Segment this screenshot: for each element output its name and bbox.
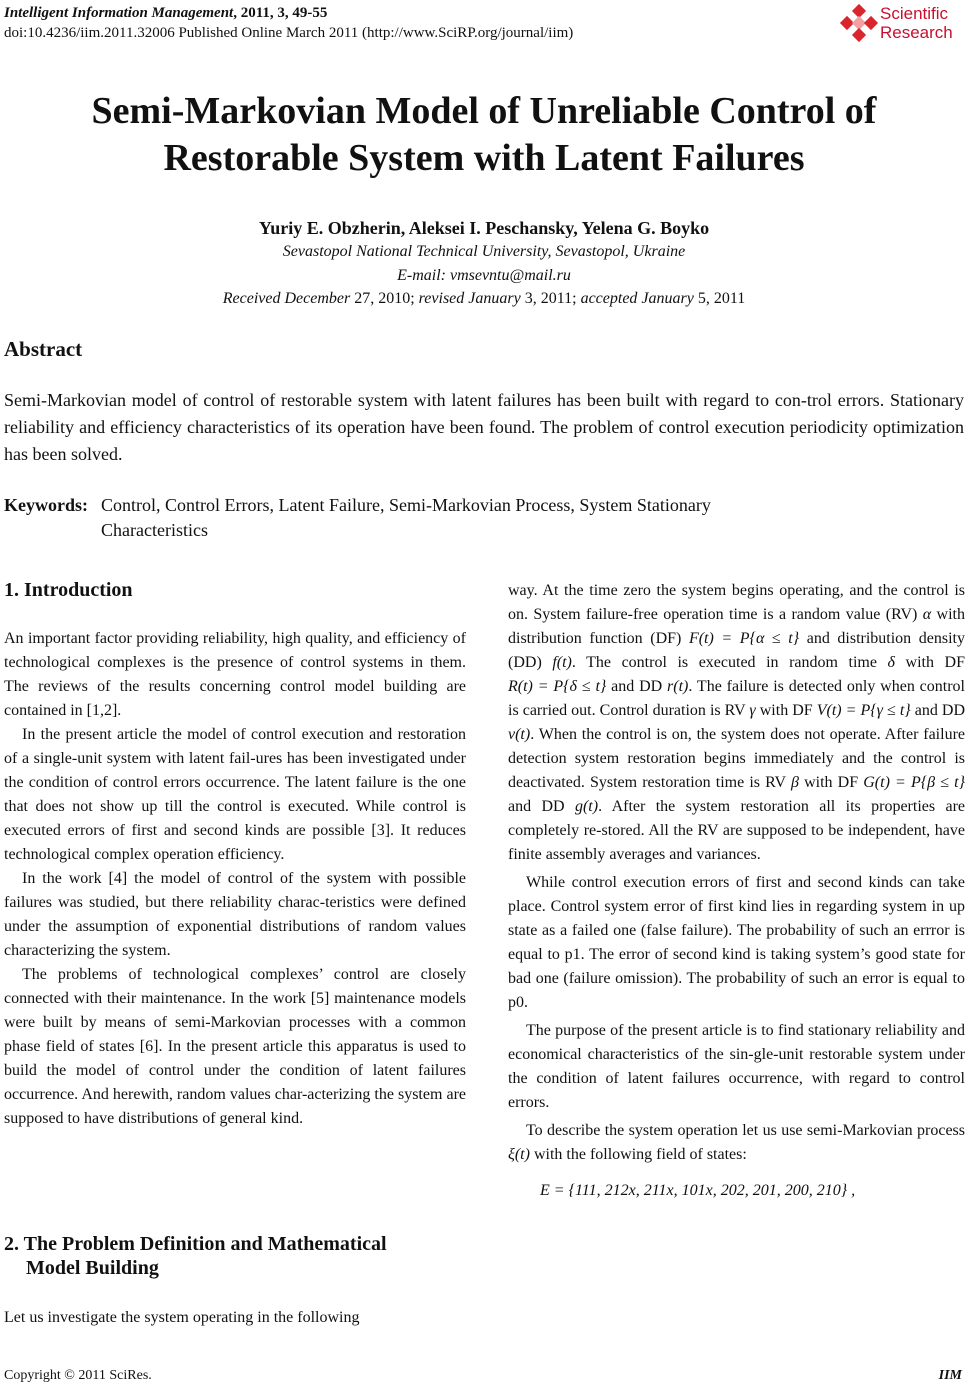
- abstract-text: Semi-Markovian model of control of restorable system with latent failures has been built with regard to con-trol errors. Stationary reliability and efficiency characteristics of its operation have been found. The problem of control execution periodicity optimization has been solved.: [4, 390, 964, 464]
- journal-header: [4, 3, 573, 43]
- right-column-body: [508, 579, 965, 1203]
- received-dates: Received December 27, 2010; revised January 3, 2011; accepted January 5, 2011: [222, 290, 746, 307]
- doi-line: doi:10.4236/iim.2011.32006 Published Online March 2011 (http://www.SciRP.org/journal/iim): [4, 25, 574, 41]
- beta-symbol: β: [790, 774, 799, 791]
- introduction-body: [4, 627, 466, 1131]
- section2-paragraph: Let us investigate the system operating in the following: [4, 1309, 360, 1326]
- intro-paragraph: In the work [4] the model of control of the system with possible failures was studied, but there reliability charac-teristics were defined under the assumption of exponential distributions of random values characterizing the system.: [4, 870, 466, 959]
- affiliation: Sevastopol National Technical University, Sevastopol, Ukraine: [282, 243, 686, 260]
- intro-paragraph: An important factor providing reliability, high quality, and efficiency of technological complexes is the presence of control systems in them. The reviews of the results concerning control model building are contained in [1,2].: [4, 630, 466, 719]
- keywords-text: Control, Control Errors, Latent Failure, Semi-Markovian Process, System Stationary Characteristics: [101, 495, 711, 540]
- journal-volume: , 2011, 3, 49-55: [233, 5, 328, 21]
- abstract-heading: Abstract: [4, 337, 83, 361]
- delta-symbol: δ: [887, 654, 895, 671]
- logo-text: Scientific Research: [880, 4, 953, 42]
- model-paragraph: way. At the time zero the system begins operating, and the control is on. System failure-free operation time is a random value (RV) α with distribution function (DF) F(t) = P{α ≤ t} and distribution density (DD) f(t). The control is executed in random time δ with DF R(t) = P{δ ≤ t} and DD r(t). The failure is detected only when control is carried out. Control duration is RV γ with DF V(t) = P{γ ≤ t} and DD v(t). When the control is on, the system does not operate. After failure detection system restoration begins immediately and the control is deactivated. System restoration time is RV β with DF G(t) = P{β ≤ t} and DD g(t). After the system restoration all its properties are completely re-stored. All the RV are supposed to be independent, have finite assembly averages and variances.: [508, 582, 966, 863]
- journal-name: Intelligent Information Management: [4, 5, 234, 21]
- copyright-footer: Copyright © 2011 SciRes.: [4, 1368, 152, 1383]
- gamma-symbol: γ: [749, 702, 756, 719]
- intro-paragraph: In the present article the model of control execution and restoration of a single-unit system with latent fail-ures has been investigated under the condition of control errors occurrence. The latent failure is the one that does not show up till the control is executed. While control is executed errors of first and second kinds are possible [3]. It reduces technological complex operation efficiency.: [4, 726, 466, 863]
- section-heading-introduction: 1. Introduction: [4, 579, 133, 601]
- paper-title: Semi-Markovian Model of Unreliable Control of Restorable System with Latent Failures: [91, 90, 877, 179]
- df-G-formula: G(t) = P{β ≤ t}: [863, 774, 966, 791]
- xi-process-symbol: ξ(t): [508, 1146, 530, 1163]
- state-space-formula: E = {111, 212x, 211x, 101x, 202, 201, 200, 210} ,: [540, 1182, 856, 1199]
- email: E-mail: vmsevntu@mail.ru: [397, 267, 571, 284]
- df-R-formula: R(t) = P{δ ≤ t}: [508, 678, 607, 695]
- dd-r-formula: r(t): [667, 678, 689, 695]
- errors-paragraph: While control execution errors of first and second kinds can take place. Control system error of first kind lies in regarding system in up state as a failed one (false failure). The probability of such an errror is equal to p1. The error of second kind is taking system’s good state for bad one (failure omission). The probability of such an error is equal to p0.: [508, 874, 965, 1011]
- authors: Yuriy E. Obzherin, Aleksei I. Peschansky, Yelena G. Boyko: [258, 218, 710, 238]
- logo-mark-icon: [842, 6, 876, 40]
- dd-v-formula: v(t): [508, 726, 531, 743]
- section-heading-problem-definition: 2. The Problem Definition and Mathematical Model Building: [4, 1233, 387, 1279]
- df-V-formula: V(t) = P{γ ≤ t}: [816, 702, 911, 719]
- process-paragraph: To describe the system operation let us use semi-Markovian process ξ(t) with the following field of states:: [508, 1122, 965, 1163]
- intro-paragraph: The problems of technological complexes’ control are closely connected with their maintenance. In the work [5] maintenance models were built by means of semi-Markovian processes with a common phase field of states [6]. In the present article this apparatus is used to build the model of control under the condition of latent failures occurrence. And herewith, random values char-acterizing the system are supposed to have distributions of general kind.: [4, 966, 466, 1127]
- dd-g-formula: g(t): [574, 798, 599, 815]
- publisher-logo: [842, 4, 962, 46]
- journal-citation: [4, 3, 573, 23]
- df-F-formula: F(t) = P{α ≤ t}: [688, 630, 800, 647]
- alpha-symbol: α: [922, 606, 932, 623]
- purpose-paragraph: The purpose of the present article is to find stationary reliability and economical characteristics of the sin-gle-unit restorable system under the condition of latent failures occurrence, with regard to control errors.: [508, 1022, 965, 1111]
- keywords-label: Keywords:: [4, 495, 88, 515]
- dd-f-formula: f(t): [552, 654, 572, 671]
- section2-body: [4, 1306, 466, 1330]
- journal-abbreviation: IIM: [938, 1368, 962, 1383]
